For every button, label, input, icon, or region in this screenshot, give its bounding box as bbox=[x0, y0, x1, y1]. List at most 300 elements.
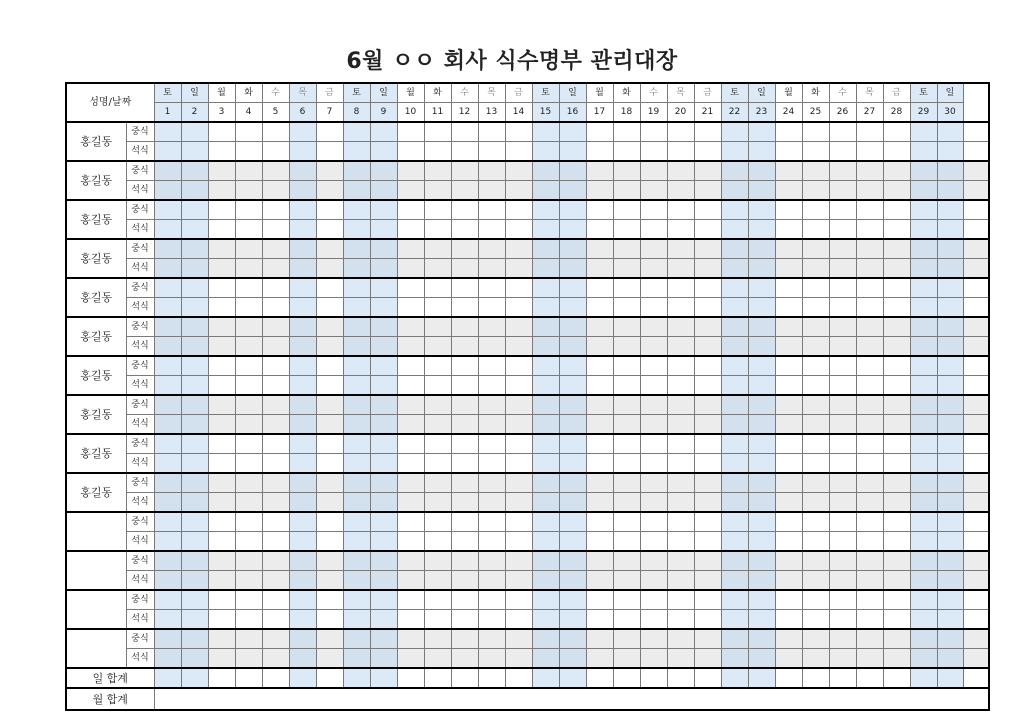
meal-check-cell[interactable] bbox=[478, 317, 505, 337]
meal-check-cell[interactable] bbox=[505, 571, 532, 591]
meal-check-cell[interactable] bbox=[829, 181, 856, 201]
meal-check-cell[interactable] bbox=[613, 376, 640, 396]
meal-check-cell[interactable] bbox=[586, 376, 613, 396]
meal-check-cell[interactable] bbox=[640, 200, 667, 220]
meal-check-cell[interactable] bbox=[235, 473, 262, 493]
meal-check-cell[interactable] bbox=[613, 649, 640, 669]
meal-check-cell[interactable] bbox=[208, 356, 235, 376]
meal-check-cell[interactable] bbox=[802, 649, 829, 669]
meal-check-cell[interactable] bbox=[613, 317, 640, 337]
meal-check-cell[interactable] bbox=[478, 161, 505, 181]
meal-check-cell[interactable] bbox=[667, 220, 694, 240]
meal-check-cell[interactable] bbox=[397, 454, 424, 474]
employee-name[interactable] bbox=[66, 512, 126, 551]
meal-check-cell[interactable] bbox=[181, 571, 208, 591]
meal-check-cell[interactable] bbox=[640, 649, 667, 669]
meal-check-cell[interactable] bbox=[559, 493, 586, 513]
meal-check-cell[interactable] bbox=[640, 610, 667, 630]
meal-check-cell[interactable] bbox=[451, 512, 478, 532]
daily-total-cell[interactable] bbox=[343, 668, 370, 688]
meal-check-cell[interactable] bbox=[370, 298, 397, 318]
meal-check-cell[interactable] bbox=[802, 629, 829, 649]
meal-check-cell[interactable] bbox=[451, 649, 478, 669]
meal-check-cell[interactable] bbox=[181, 434, 208, 454]
meal-check-cell[interactable] bbox=[154, 571, 181, 591]
meal-check-cell[interactable] bbox=[343, 298, 370, 318]
meal-check-cell[interactable] bbox=[775, 298, 802, 318]
meal-check-cell[interactable] bbox=[397, 610, 424, 630]
meal-check-cell[interactable] bbox=[802, 493, 829, 513]
meal-check-cell[interactable] bbox=[856, 395, 883, 415]
meal-check-cell[interactable] bbox=[559, 551, 586, 571]
meal-check-cell[interactable] bbox=[181, 122, 208, 142]
meal-check-cell[interactable] bbox=[640, 590, 667, 610]
meal-check-cell[interactable] bbox=[856, 239, 883, 259]
meal-check-cell[interactable] bbox=[343, 512, 370, 532]
meal-check-cell[interactable] bbox=[937, 142, 963, 162]
meal-check-cell[interactable] bbox=[505, 181, 532, 201]
meal-check-cell[interactable] bbox=[721, 161, 748, 181]
meal-check-cell[interactable] bbox=[451, 610, 478, 630]
meal-check-cell[interactable] bbox=[478, 551, 505, 571]
meal-check-cell[interactable] bbox=[937, 122, 963, 142]
meal-check-cell[interactable] bbox=[289, 278, 316, 298]
extra-cell[interactable] bbox=[963, 181, 989, 201]
meal-check-cell[interactable] bbox=[640, 239, 667, 259]
meal-check-cell[interactable] bbox=[829, 239, 856, 259]
meal-check-cell[interactable] bbox=[802, 356, 829, 376]
meal-check-cell[interactable] bbox=[829, 356, 856, 376]
meal-check-cell[interactable] bbox=[370, 161, 397, 181]
extra-cell[interactable] bbox=[963, 668, 989, 688]
meal-check-cell[interactable] bbox=[856, 337, 883, 357]
meal-check-cell[interactable] bbox=[424, 298, 451, 318]
meal-check-cell[interactable] bbox=[586, 649, 613, 669]
meal-check-cell[interactable] bbox=[478, 356, 505, 376]
daily-total-cell[interactable] bbox=[856, 668, 883, 688]
meal-check-cell[interactable] bbox=[721, 356, 748, 376]
meal-check-cell[interactable] bbox=[613, 551, 640, 571]
meal-check-cell[interactable] bbox=[505, 239, 532, 259]
meal-check-cell[interactable] bbox=[262, 317, 289, 337]
meal-check-cell[interactable] bbox=[289, 200, 316, 220]
meal-check-cell[interactable] bbox=[856, 298, 883, 318]
meal-check-cell[interactable] bbox=[613, 590, 640, 610]
meal-check-cell[interactable] bbox=[532, 122, 559, 142]
meal-check-cell[interactable] bbox=[181, 590, 208, 610]
meal-check-cell[interactable] bbox=[208, 434, 235, 454]
meal-check-cell[interactable] bbox=[829, 376, 856, 396]
meal-check-cell[interactable] bbox=[316, 434, 343, 454]
meal-check-cell[interactable] bbox=[505, 161, 532, 181]
meal-check-cell[interactable] bbox=[343, 473, 370, 493]
meal-check-cell[interactable] bbox=[478, 278, 505, 298]
meal-check-cell[interactable] bbox=[208, 181, 235, 201]
meal-check-cell[interactable] bbox=[667, 337, 694, 357]
meal-check-cell[interactable] bbox=[397, 220, 424, 240]
meal-check-cell[interactable] bbox=[910, 454, 937, 474]
meal-check-cell[interactable] bbox=[235, 298, 262, 318]
meal-check-cell[interactable] bbox=[370, 454, 397, 474]
meal-check-cell[interactable] bbox=[397, 395, 424, 415]
meal-check-cell[interactable] bbox=[316, 532, 343, 552]
meal-check-cell[interactable] bbox=[370, 415, 397, 435]
meal-check-cell[interactable] bbox=[721, 200, 748, 220]
meal-check-cell[interactable] bbox=[559, 415, 586, 435]
meal-check-cell[interactable] bbox=[856, 415, 883, 435]
meal-check-cell[interactable] bbox=[397, 298, 424, 318]
meal-check-cell[interactable] bbox=[910, 551, 937, 571]
meal-check-cell[interactable] bbox=[829, 161, 856, 181]
meal-check-cell[interactable] bbox=[586, 298, 613, 318]
meal-check-cell[interactable] bbox=[829, 551, 856, 571]
meal-check-cell[interactable] bbox=[397, 200, 424, 220]
meal-check-cell[interactable] bbox=[451, 395, 478, 415]
meal-check-cell[interactable] bbox=[208, 395, 235, 415]
meal-check-cell[interactable] bbox=[289, 434, 316, 454]
meal-check-cell[interactable] bbox=[910, 239, 937, 259]
meal-check-cell[interactable] bbox=[559, 512, 586, 532]
meal-check-cell[interactable] bbox=[775, 551, 802, 571]
meal-check-cell[interactable] bbox=[883, 122, 910, 142]
meal-check-cell[interactable] bbox=[532, 415, 559, 435]
meal-check-cell[interactable] bbox=[748, 590, 775, 610]
meal-check-cell[interactable] bbox=[370, 590, 397, 610]
extra-cell[interactable] bbox=[963, 298, 989, 318]
meal-check-cell[interactable] bbox=[235, 200, 262, 220]
meal-check-cell[interactable] bbox=[343, 454, 370, 474]
meal-check-cell[interactable] bbox=[775, 512, 802, 532]
meal-check-cell[interactable] bbox=[748, 356, 775, 376]
meal-check-cell[interactable] bbox=[532, 434, 559, 454]
meal-check-cell[interactable] bbox=[721, 649, 748, 669]
meal-check-cell[interactable] bbox=[154, 239, 181, 259]
meal-check-cell[interactable] bbox=[775, 239, 802, 259]
extra-cell[interactable] bbox=[963, 395, 989, 415]
meal-check-cell[interactable] bbox=[667, 649, 694, 669]
meal-check-cell[interactable] bbox=[910, 434, 937, 454]
meal-check-cell[interactable] bbox=[532, 259, 559, 279]
meal-check-cell[interactable] bbox=[910, 298, 937, 318]
meal-check-cell[interactable] bbox=[694, 337, 721, 357]
daily-total-cell[interactable] bbox=[721, 668, 748, 688]
meal-check-cell[interactable] bbox=[721, 259, 748, 279]
meal-check-cell[interactable] bbox=[370, 356, 397, 376]
meal-check-cell[interactable] bbox=[235, 610, 262, 630]
meal-check-cell[interactable] bbox=[181, 181, 208, 201]
meal-check-cell[interactable] bbox=[586, 610, 613, 630]
meal-check-cell[interactable] bbox=[775, 454, 802, 474]
meal-check-cell[interactable] bbox=[370, 493, 397, 513]
meal-check-cell[interactable] bbox=[235, 142, 262, 162]
meal-check-cell[interactable] bbox=[721, 532, 748, 552]
meal-check-cell[interactable] bbox=[154, 317, 181, 337]
meal-check-cell[interactable] bbox=[424, 434, 451, 454]
meal-check-cell[interactable] bbox=[559, 200, 586, 220]
daily-total-cell[interactable] bbox=[694, 668, 721, 688]
meal-check-cell[interactable] bbox=[208, 278, 235, 298]
meal-check-cell[interactable] bbox=[802, 571, 829, 591]
meal-check-cell[interactable] bbox=[289, 395, 316, 415]
daily-total-cell[interactable] bbox=[478, 668, 505, 688]
meal-check-cell[interactable] bbox=[802, 473, 829, 493]
meal-check-cell[interactable] bbox=[586, 181, 613, 201]
meal-check-cell[interactable] bbox=[694, 532, 721, 552]
meal-check-cell[interactable] bbox=[559, 161, 586, 181]
meal-check-cell[interactable] bbox=[208, 259, 235, 279]
meal-check-cell[interactable] bbox=[505, 395, 532, 415]
meal-check-cell[interactable] bbox=[289, 493, 316, 513]
meal-check-cell[interactable] bbox=[748, 337, 775, 357]
meal-check-cell[interactable] bbox=[883, 239, 910, 259]
meal-check-cell[interactable] bbox=[262, 415, 289, 435]
extra-cell[interactable] bbox=[963, 629, 989, 649]
meal-check-cell[interactable] bbox=[235, 434, 262, 454]
meal-check-cell[interactable] bbox=[397, 122, 424, 142]
meal-check-cell[interactable] bbox=[802, 239, 829, 259]
meal-check-cell[interactable] bbox=[478, 298, 505, 318]
meal-check-cell[interactable] bbox=[586, 532, 613, 552]
meal-check-cell[interactable] bbox=[505, 259, 532, 279]
meal-check-cell[interactable] bbox=[937, 298, 963, 318]
meal-check-cell[interactable] bbox=[397, 142, 424, 162]
meal-check-cell[interactable] bbox=[883, 161, 910, 181]
meal-check-cell[interactable] bbox=[532, 200, 559, 220]
meal-check-cell[interactable] bbox=[181, 317, 208, 337]
daily-total-cell[interactable] bbox=[937, 668, 963, 688]
meal-check-cell[interactable] bbox=[856, 220, 883, 240]
meal-check-cell[interactable] bbox=[748, 551, 775, 571]
meal-check-cell[interactable] bbox=[586, 395, 613, 415]
meal-check-cell[interactable] bbox=[316, 629, 343, 649]
meal-check-cell[interactable] bbox=[586, 473, 613, 493]
meal-check-cell[interactable] bbox=[478, 239, 505, 259]
meal-check-cell[interactable] bbox=[937, 571, 963, 591]
meal-check-cell[interactable] bbox=[856, 181, 883, 201]
meal-check-cell[interactable] bbox=[181, 473, 208, 493]
meal-check-cell[interactable] bbox=[802, 298, 829, 318]
meal-check-cell[interactable] bbox=[883, 376, 910, 396]
meal-check-cell[interactable] bbox=[397, 239, 424, 259]
meal-check-cell[interactable] bbox=[451, 571, 478, 591]
meal-check-cell[interactable] bbox=[451, 473, 478, 493]
meal-check-cell[interactable] bbox=[640, 551, 667, 571]
meal-check-cell[interactable] bbox=[910, 415, 937, 435]
meal-check-cell[interactable] bbox=[775, 493, 802, 513]
meal-check-cell[interactable] bbox=[856, 571, 883, 591]
meal-check-cell[interactable] bbox=[613, 142, 640, 162]
meal-check-cell[interactable] bbox=[154, 629, 181, 649]
daily-total-cell[interactable] bbox=[154, 668, 181, 688]
meal-check-cell[interactable] bbox=[208, 571, 235, 591]
meal-check-cell[interactable] bbox=[883, 454, 910, 474]
meal-check-cell[interactable] bbox=[478, 200, 505, 220]
meal-check-cell[interactable] bbox=[316, 551, 343, 571]
daily-total-cell[interactable] bbox=[586, 668, 613, 688]
meal-check-cell[interactable] bbox=[559, 239, 586, 259]
meal-check-cell[interactable] bbox=[640, 376, 667, 396]
meal-check-cell[interactable] bbox=[694, 317, 721, 337]
meal-check-cell[interactable] bbox=[370, 142, 397, 162]
meal-check-cell[interactable] bbox=[424, 649, 451, 669]
meal-check-cell[interactable] bbox=[829, 298, 856, 318]
meal-check-cell[interactable] bbox=[370, 610, 397, 630]
meal-check-cell[interactable] bbox=[235, 181, 262, 201]
meal-check-cell[interactable] bbox=[883, 259, 910, 279]
meal-check-cell[interactable] bbox=[559, 571, 586, 591]
meal-check-cell[interactable] bbox=[397, 161, 424, 181]
meal-check-cell[interactable] bbox=[343, 200, 370, 220]
meal-check-cell[interactable] bbox=[748, 473, 775, 493]
meal-check-cell[interactable] bbox=[937, 317, 963, 337]
meal-check-cell[interactable] bbox=[262, 239, 289, 259]
meal-check-cell[interactable] bbox=[316, 590, 343, 610]
meal-check-cell[interactable] bbox=[532, 590, 559, 610]
meal-check-cell[interactable] bbox=[586, 590, 613, 610]
daily-total-cell[interactable] bbox=[181, 668, 208, 688]
meal-check-cell[interactable] bbox=[505, 122, 532, 142]
meal-check-cell[interactable] bbox=[586, 512, 613, 532]
meal-check-cell[interactable] bbox=[316, 473, 343, 493]
meal-check-cell[interactable] bbox=[559, 454, 586, 474]
meal-check-cell[interactable] bbox=[883, 220, 910, 240]
meal-check-cell[interactable] bbox=[451, 181, 478, 201]
daily-total-cell[interactable] bbox=[289, 668, 316, 688]
meal-check-cell[interactable] bbox=[154, 259, 181, 279]
meal-check-cell[interactable] bbox=[154, 415, 181, 435]
meal-check-cell[interactable] bbox=[748, 200, 775, 220]
meal-check-cell[interactable] bbox=[910, 142, 937, 162]
meal-check-cell[interactable] bbox=[316, 181, 343, 201]
meal-check-cell[interactable] bbox=[505, 629, 532, 649]
meal-check-cell[interactable] bbox=[289, 590, 316, 610]
meal-check-cell[interactable] bbox=[343, 337, 370, 357]
meal-check-cell[interactable] bbox=[532, 493, 559, 513]
meal-check-cell[interactable] bbox=[208, 376, 235, 396]
meal-check-cell[interactable] bbox=[505, 493, 532, 513]
meal-check-cell[interactable] bbox=[586, 142, 613, 162]
meal-check-cell[interactable] bbox=[289, 298, 316, 318]
meal-check-cell[interactable] bbox=[370, 220, 397, 240]
meal-check-cell[interactable] bbox=[883, 337, 910, 357]
meal-check-cell[interactable] bbox=[289, 532, 316, 552]
meal-check-cell[interactable] bbox=[829, 337, 856, 357]
meal-check-cell[interactable] bbox=[640, 298, 667, 318]
meal-check-cell[interactable] bbox=[856, 610, 883, 630]
meal-check-cell[interactable] bbox=[559, 590, 586, 610]
meal-check-cell[interactable] bbox=[343, 551, 370, 571]
meal-check-cell[interactable] bbox=[694, 395, 721, 415]
daily-total-cell[interactable] bbox=[829, 668, 856, 688]
meal-check-cell[interactable] bbox=[910, 122, 937, 142]
meal-check-cell[interactable] bbox=[343, 610, 370, 630]
meal-check-cell[interactable] bbox=[235, 551, 262, 571]
meal-check-cell[interactable] bbox=[937, 278, 963, 298]
employee-name[interactable]: 홍길동 bbox=[66, 395, 126, 434]
meal-check-cell[interactable] bbox=[181, 161, 208, 181]
meal-check-cell[interactable] bbox=[451, 278, 478, 298]
meal-check-cell[interactable] bbox=[613, 200, 640, 220]
meal-check-cell[interactable] bbox=[748, 298, 775, 318]
meal-check-cell[interactable] bbox=[559, 317, 586, 337]
meal-check-cell[interactable] bbox=[424, 200, 451, 220]
meal-check-cell[interactable] bbox=[316, 142, 343, 162]
meal-check-cell[interactable] bbox=[667, 610, 694, 630]
meal-check-cell[interactable] bbox=[397, 356, 424, 376]
meal-check-cell[interactable] bbox=[370, 395, 397, 415]
meal-check-cell[interactable] bbox=[424, 259, 451, 279]
meal-check-cell[interactable] bbox=[262, 395, 289, 415]
meal-check-cell[interactable] bbox=[559, 259, 586, 279]
meal-check-cell[interactable] bbox=[586, 434, 613, 454]
meal-check-cell[interactable] bbox=[181, 493, 208, 513]
extra-cell[interactable] bbox=[963, 317, 989, 337]
meal-check-cell[interactable] bbox=[343, 571, 370, 591]
meal-check-cell[interactable] bbox=[424, 493, 451, 513]
meal-check-cell[interactable] bbox=[478, 220, 505, 240]
meal-check-cell[interactable] bbox=[478, 629, 505, 649]
meal-check-cell[interactable] bbox=[370, 532, 397, 552]
meal-check-cell[interactable] bbox=[883, 142, 910, 162]
meal-check-cell[interactable] bbox=[262, 610, 289, 630]
meal-check-cell[interactable] bbox=[478, 473, 505, 493]
meal-check-cell[interactable] bbox=[802, 200, 829, 220]
meal-check-cell[interactable] bbox=[829, 610, 856, 630]
meal-check-cell[interactable] bbox=[694, 259, 721, 279]
meal-check-cell[interactable] bbox=[424, 454, 451, 474]
meal-check-cell[interactable] bbox=[532, 239, 559, 259]
meal-check-cell[interactable] bbox=[802, 220, 829, 240]
meal-check-cell[interactable] bbox=[397, 590, 424, 610]
meal-check-cell[interactable] bbox=[883, 434, 910, 454]
meal-check-cell[interactable] bbox=[883, 415, 910, 435]
meal-check-cell[interactable] bbox=[532, 317, 559, 337]
meal-check-cell[interactable] bbox=[343, 415, 370, 435]
meal-check-cell[interactable] bbox=[748, 142, 775, 162]
meal-check-cell[interactable] bbox=[937, 220, 963, 240]
meal-check-cell[interactable] bbox=[829, 200, 856, 220]
meal-check-cell[interactable] bbox=[829, 473, 856, 493]
meal-check-cell[interactable] bbox=[883, 629, 910, 649]
meal-check-cell[interactable] bbox=[235, 376, 262, 396]
meal-check-cell[interactable] bbox=[856, 454, 883, 474]
meal-check-cell[interactable] bbox=[235, 395, 262, 415]
meal-check-cell[interactable] bbox=[208, 629, 235, 649]
meal-check-cell[interactable] bbox=[667, 376, 694, 396]
meal-check-cell[interactable] bbox=[829, 512, 856, 532]
meal-check-cell[interactable] bbox=[532, 649, 559, 669]
meal-check-cell[interactable] bbox=[424, 473, 451, 493]
meal-check-cell[interactable] bbox=[316, 356, 343, 376]
meal-check-cell[interactable] bbox=[829, 493, 856, 513]
extra-cell[interactable] bbox=[963, 454, 989, 474]
meal-check-cell[interactable] bbox=[586, 317, 613, 337]
meal-check-cell[interactable] bbox=[208, 532, 235, 552]
meal-check-cell[interactable] bbox=[721, 298, 748, 318]
meal-check-cell[interactable] bbox=[424, 629, 451, 649]
meal-check-cell[interactable] bbox=[532, 571, 559, 591]
meal-check-cell[interactable] bbox=[748, 649, 775, 669]
meal-check-cell[interactable] bbox=[262, 629, 289, 649]
meal-check-cell[interactable] bbox=[316, 571, 343, 591]
meal-check-cell[interactable] bbox=[397, 629, 424, 649]
meal-check-cell[interactable] bbox=[802, 590, 829, 610]
meal-check-cell[interactable] bbox=[559, 278, 586, 298]
meal-check-cell[interactable] bbox=[829, 142, 856, 162]
meal-check-cell[interactable] bbox=[775, 317, 802, 337]
meal-check-cell[interactable] bbox=[208, 239, 235, 259]
meal-check-cell[interactable] bbox=[910, 532, 937, 552]
